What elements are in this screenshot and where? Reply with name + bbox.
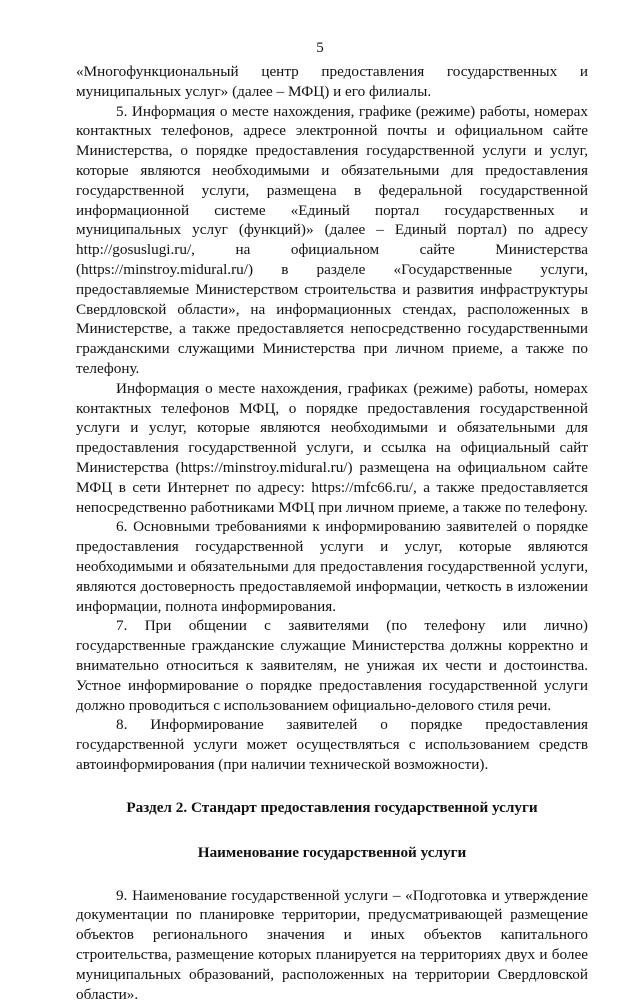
subsection-heading: Наименование государственной услуги: [197, 843, 467, 861]
section-heading: Раздел 2. Стандарт предоставления государственной услуги: [126, 798, 538, 816]
paragraph-mfc-info: Информация о месте нахождения, графиках (режиме) работы, номерах контактных телефонов МФЦ, о порядке предоставления государственной услуги и услуг, которые являются необходимыми и обязательными для предоставления государственной услуги, и ссылка на официальный сайт Министерства (https://minstroy.midural.ru/) размещена на официальном сайте МФЦ в сети Интернет по адресу: https://mfc66.ru/, а также предоставляется непосредственно работниками МФЦ при личном приеме, а также по телефону.: [76, 379, 588, 516]
page-number: 5: [316, 40, 324, 56]
paragraph-9: 9. Наименование государственной услуги – «Подготовка и утверждение документации по планировке территории, предусматривающей размещение объектов регионального значения и иных объектов капитального строительства, размещение которых планируется на территориях двух и более муниципальных образований, расположенных на территории Свердловской области».: [76, 886, 588, 1003]
paragraph-8: 8. Информирование заявителей о порядке предоставления государственной услуги может осуществляться с использованием средств автоинформирования (при наличии технической возможности).: [76, 716, 588, 773]
paragraph-7: 7. При общении с заявителями (по телефону или лично) государственные гражданские служащие Министерства должны корректно и внимательно относиться к заявителям, не унижая их чести и достоинства. Устное информирование о порядке предоставления государственной услуги должно проводиться с использованием официально-делового стиля речи.: [76, 617, 588, 714]
paragraph-continuation: «Многофункциональный центр предоставления государственных и муниципальных услуг» (далее – МФЦ) и его филиалы.: [76, 63, 588, 100]
paragraph-5: 5. Информация о месте нахождения, графике (режиме) работы, номерах контактных телефонов, адресе электронной почты и официальном сайте Министерства, о порядке предоставления государственной услуги и услуг, которые являются необходимыми и обязательными для предоставления государственной услуги, размещена в федеральной государственной информационной системе «Единый портал государственных и муниципальных услуг (функций)» (далее – Единый портал) по адресу http://gosuslugi.ru/, на официальном сайте Министерства (https://minstroy.midural.ru/) в разделе «Государственные услуги, предоставляемые Министерством строительства и развития инфраструктуры Свердловской области», на информационных стендах, расположенных в Министерстве, а также предоставляется непосредственно государственными гражданскими служащими Министерства при личном приеме, а также по телефону.: [76, 102, 588, 377]
paragraph-6: 6. Основными требованиями к информированию заявителей о порядке предоставления государственной услуги и услуг, которые являются необходимыми и обязательными для предоставления государственной услуги, являются достоверность предоставляемой информации, четкость в изложении информации, полнота информирования.: [76, 518, 588, 615]
document-body: [76, 62, 588, 1004]
